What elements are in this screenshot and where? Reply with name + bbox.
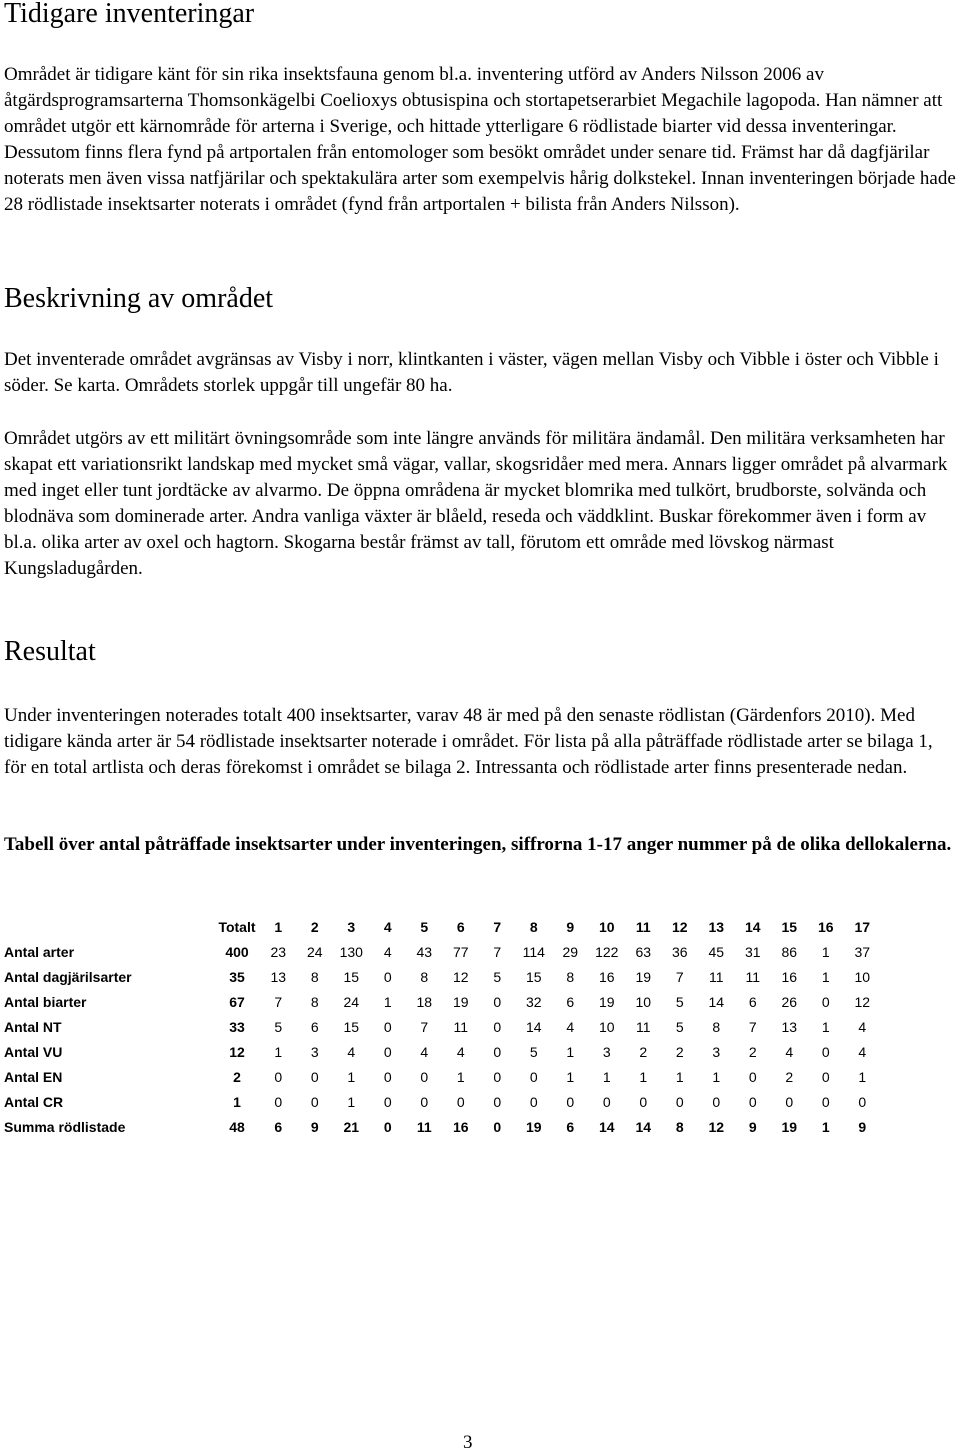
site-count-cell: 0 [310,1068,319,1085]
site-count-cell: 6 [274,1118,283,1135]
site-count-cell: 11 [453,1018,469,1035]
site-count-cell: 0 [493,1093,502,1110]
site-count-cell: 16 [452,1118,469,1135]
row-label: Antal CR [4,1093,64,1110]
site-count-cell: 0 [274,1093,283,1110]
site-count-cell: 122 [595,943,619,960]
site-count-cell: 32 [525,993,542,1010]
header-cell: 10 [598,918,615,935]
total-cell: 48 [229,1118,245,1135]
site-count-cell: 0 [493,993,502,1010]
site-count-cell: 7 [420,1018,429,1035]
total-cell: 33 [229,1018,245,1035]
site-count-cell: 0 [310,1093,319,1110]
row-label: Antal VU [4,1043,63,1060]
site-count-cell: 5 [274,1018,283,1035]
site-count-cell: 19 [598,993,615,1010]
site-count-cell: 0 [493,1043,502,1060]
site-count-cell: 23 [270,943,287,960]
site-count-cell: 1 [566,1068,575,1085]
header-cell: 2 [310,918,319,935]
site-count-cell: 9 [858,1118,867,1135]
site-count-cell: 4 [383,943,392,960]
site-count-cell: 130 [339,943,363,960]
site-count-cell: 18 [416,993,433,1010]
site-count-cell: 4 [420,1043,429,1060]
paragraph-previous-surveys: Området är tidigare känt för sin rika insektsfauna genom bl.a. inventering utförd av Anders Nilsson 2006 av åtgärdsprogramsarterna Thomsonkägelbi Coelioxys obtusispina och stortapetserarbiet Megachile lagopoda. Han nämner att området utgör ett kärnområde för arterna i Sverige, och hittade ytterligare 6 rödlistade biarter vid dessa inventeringar. Dessutom finns flera fynd på artportalen från entomologer som besökt området under senare tid. Främst har då dagfjärilar noterats men även vissa natfjärilar och spektakulära arter som exempelvis hårig dolkstekel. Innan inventeringen började hade 28 rödlistade insektsarter noterats i området (fynd från artportalen + bilista från Anders Nilsson). [4,64,956,215]
site-count-cell: 6 [748,993,757,1010]
site-count-cell: 1 [675,1068,684,1085]
row-label: Antal dagjärilsarter [4,968,132,985]
site-count-cell: 19 [781,1118,798,1135]
site-count-cell: 0 [821,1043,830,1060]
site-count-cell: 0 [383,1093,392,1110]
table-caption: Tabell över antal påträffade insektsarter under inventeringen, siffrorna 1-17 anger nummer på de olika dellokalerna. [4,834,952,855]
site-count-cell: 0 [493,1018,502,1035]
header-cell: 17 [854,918,871,935]
site-count-cell: 7 [675,968,684,985]
site-count-cell: 21 [343,1118,360,1135]
row-label: Antal EN [4,1068,63,1085]
site-count-cell: 86 [781,943,798,960]
site-count-cell: 0 [383,1018,392,1035]
site-count-cell: 4 [347,1043,356,1060]
header-cell: 16 [817,918,834,935]
site-count-cell: 0 [748,1093,757,1110]
site-count-cell: 12 [452,968,469,985]
total-cell: 67 [229,993,245,1010]
site-count-cell: 10 [598,1018,615,1035]
site-count-cell: 15 [343,968,360,985]
site-count-cell: 7 [274,993,283,1010]
site-count-cell: 19 [525,1118,542,1135]
paragraph-area-boundaries: Det inventerade området avgränsas av Visby i norr, klintkanten i väster, vägen mellan Visby och Vibble i öster och Vibble i söder. Se karta. Områdets storlek uppgår till ungefär 80 ha. [4,349,939,396]
row-label: Antal arter [4,943,75,960]
site-count-cell: 1 [347,1068,356,1085]
site-count-cell: 1 [347,1093,356,1110]
site-count-cell: 37 [854,943,871,960]
site-count-cell: 5 [675,993,684,1010]
site-count-cell: 3 [310,1043,319,1060]
site-count-cell: 16 [781,968,798,985]
site-count-cell: 0 [383,968,392,985]
total-cell: 35 [229,968,245,985]
site-count-cell: 1 [639,1068,648,1085]
site-count-cell: 0 [821,1093,830,1110]
header-cell: 11 [635,918,651,935]
site-count-cell: 4 [858,1043,867,1060]
paragraph-area-description: Området utgörs av ett militärt övningsområde som inte längre används för militära ändamål. Den militära verksamheten har skapat ett variationsrikt landskap med mycket små vägar, vallar, skogsridåer med mera. Annars ligger området på alvarmark med inget eller tunt jordtäcke av alvarmo. De öppna områdena är mycket blomrika med tulkört, brudborste, solvända och blodnäva som dominerade arter. Andra vanliga växter är blåeld, reseda och väddklint. Buskar förekommer även i form av bl.a. olika arter av oxel och hagtorn. Skogarna består främst av tall, förutom ett område med lövskog närmast Kungsladugården. [4,428,948,579]
site-count-cell: 6 [310,1018,319,1035]
heading-resultat: Resultat [4,636,96,667]
table-row [4,1089,881,1114]
site-count-cell: 2 [785,1068,794,1085]
site-count-cell: 13 [270,968,287,985]
site-count-cell: 12 [854,993,871,1010]
site-count-cell: 0 [383,1068,392,1085]
site-count-cell: 15 [343,1018,360,1035]
site-count-cell: 5 [493,968,502,985]
insect-species-table [4,914,881,1139]
heading-beskrivning: Beskrivning av området [4,283,274,314]
site-count-cell: 19 [452,993,469,1010]
site-count-cell: 11 [635,1018,651,1035]
site-count-cell: 10 [635,993,652,1010]
site-count-cell: 10 [854,968,871,985]
site-count-cell: 36 [671,943,688,960]
site-count-cell: 8 [675,1118,684,1135]
site-count-cell: 8 [420,968,429,985]
site-count-cell: 0 [785,1093,794,1110]
site-count-cell: 14 [525,1018,542,1035]
site-count-cell: 0 [493,1118,502,1135]
site-count-cell: 0 [602,1093,611,1110]
total-cell: 12 [229,1043,245,1060]
site-count-cell: 1 [821,968,830,985]
site-count-cell: 43 [416,943,433,960]
header-cell: 3 [347,918,356,935]
row-label: Antal NT [4,1018,62,1035]
row-label: Antal biarter [4,993,87,1010]
site-count-cell: 0 [675,1093,684,1110]
site-count-cell: 0 [383,1043,392,1060]
site-count-cell: 0 [493,1068,502,1085]
header-cell: 5 [420,918,429,935]
site-count-cell: 1 [821,1118,830,1135]
site-count-cell: 2 [675,1043,684,1060]
total-cell: 400 [225,943,249,960]
header-cell: 4 [383,918,392,935]
table-row [4,939,881,964]
site-count-cell: 29 [562,943,579,960]
paragraph-results: Under inventeringen noterades totalt 400 insektsarter, varav 48 är med på den senaste rödlistan (Gärdenfors 2010). Med tidigare kända arter är 54 rödlistade insektsarter noterade i området. För lista på alla påträffade rödlistade arter se bilaga 1, för en total artlista och deras förekomst i området se bilaga 2. Intressanta och rödlistade arter finns presenterade nedan. [4,705,933,778]
site-count-cell: 4 [785,1043,794,1060]
page-number: 3 [463,1432,473,1453]
site-count-cell: 5 [529,1043,538,1060]
site-count-cell: 14 [635,1118,652,1135]
site-count-cell: 0 [420,1093,429,1110]
site-count-cell: 0 [748,1068,757,1085]
table-header-row [4,914,881,939]
site-count-cell: 1 [602,1068,611,1085]
site-count-cell: 8 [310,968,319,985]
total-cell: 1 [233,1093,241,1110]
site-count-cell: 4 [858,1018,867,1035]
site-count-cell: 0 [712,1093,721,1110]
site-count-cell: 26 [781,993,798,1010]
site-count-cell: 9 [310,1118,319,1135]
header-cell-totalt: Totalt [218,918,256,935]
header-cell: 9 [566,918,575,935]
site-count-cell: 6 [566,1118,575,1135]
site-count-cell: 19 [635,968,652,985]
site-count-cell: 6 [566,993,575,1010]
site-count-cell: 0 [383,1118,392,1135]
site-count-cell: 16 [598,968,615,985]
site-count-cell: 4 [566,1018,575,1035]
site-count-cell: 63 [635,943,652,960]
site-count-cell: 1 [274,1043,283,1060]
total-cell: 2 [233,1068,241,1085]
table-row [4,964,881,989]
site-count-cell: 0 [821,1068,830,1085]
site-count-cell: 14 [598,1118,615,1135]
site-count-cell: 3 [712,1043,721,1060]
site-count-cell: 11 [708,968,724,985]
site-count-cell: 114 [522,943,545,960]
site-count-cell: 24 [306,943,323,960]
site-count-cell: 0 [529,1068,538,1085]
site-count-cell: 0 [456,1093,465,1110]
site-count-cell: 0 [566,1093,575,1110]
header-cell: 12 [671,918,688,935]
header-cell: 7 [493,918,502,935]
site-count-cell: 11 [745,968,761,985]
site-count-cell: 1 [712,1068,721,1085]
site-count-cell: 8 [566,968,575,985]
site-count-cell: 3 [602,1043,611,1060]
site-count-cell: 0 [529,1093,538,1110]
site-count-cell: 8 [310,993,319,1010]
site-count-cell: 0 [821,993,830,1010]
table-row [4,1039,881,1064]
site-count-cell: 0 [858,1093,867,1110]
site-count-cell: 1 [821,1018,830,1035]
header-cell: 1 [274,918,283,935]
site-count-cell: 14 [708,993,725,1010]
header-cell: 6 [456,918,465,935]
table-row [4,989,881,1014]
site-count-cell: 1 [566,1043,575,1060]
header-cell: 13 [708,918,725,935]
table-body [4,939,881,1139]
site-count-cell: 11 [416,1118,432,1135]
site-count-cell: 0 [274,1068,283,1085]
site-count-cell: 2 [748,1043,757,1060]
site-count-cell: 1 [456,1068,465,1085]
site-count-cell: 77 [452,943,469,960]
site-count-cell: 24 [343,993,360,1010]
site-count-cell: 9 [748,1118,757,1135]
site-count-cell: 8 [712,1018,721,1035]
site-count-cell: 7 [493,943,502,960]
site-count-cell: 4 [456,1043,465,1060]
site-count-cell: 5 [675,1018,684,1035]
table-row [4,1064,881,1089]
table-row [4,1014,881,1039]
site-count-cell: 1 [858,1068,867,1085]
site-count-cell: 0 [639,1093,648,1110]
site-count-cell: 7 [748,1018,757,1035]
site-count-cell: 45 [708,943,725,960]
header-cell [4,914,214,939]
site-count-cell: 12 [708,1118,725,1135]
site-count-cell: 1 [821,943,830,960]
table-row [4,1114,881,1139]
site-count-cell: 15 [525,968,542,985]
site-count-cell: 0 [420,1068,429,1085]
site-count-cell: 1 [383,993,392,1010]
heading-tidigare-inventeringar: Tidigare inventeringar [4,0,255,29]
header-cell: 14 [744,918,761,935]
site-count-cell: 2 [639,1043,648,1060]
site-count-cell: 31 [744,943,761,960]
site-count-cell: 13 [781,1018,798,1035]
header-cell: 8 [529,918,538,935]
row-label: Summa rödlistade [4,1118,126,1135]
header-cell: 15 [781,918,798,935]
